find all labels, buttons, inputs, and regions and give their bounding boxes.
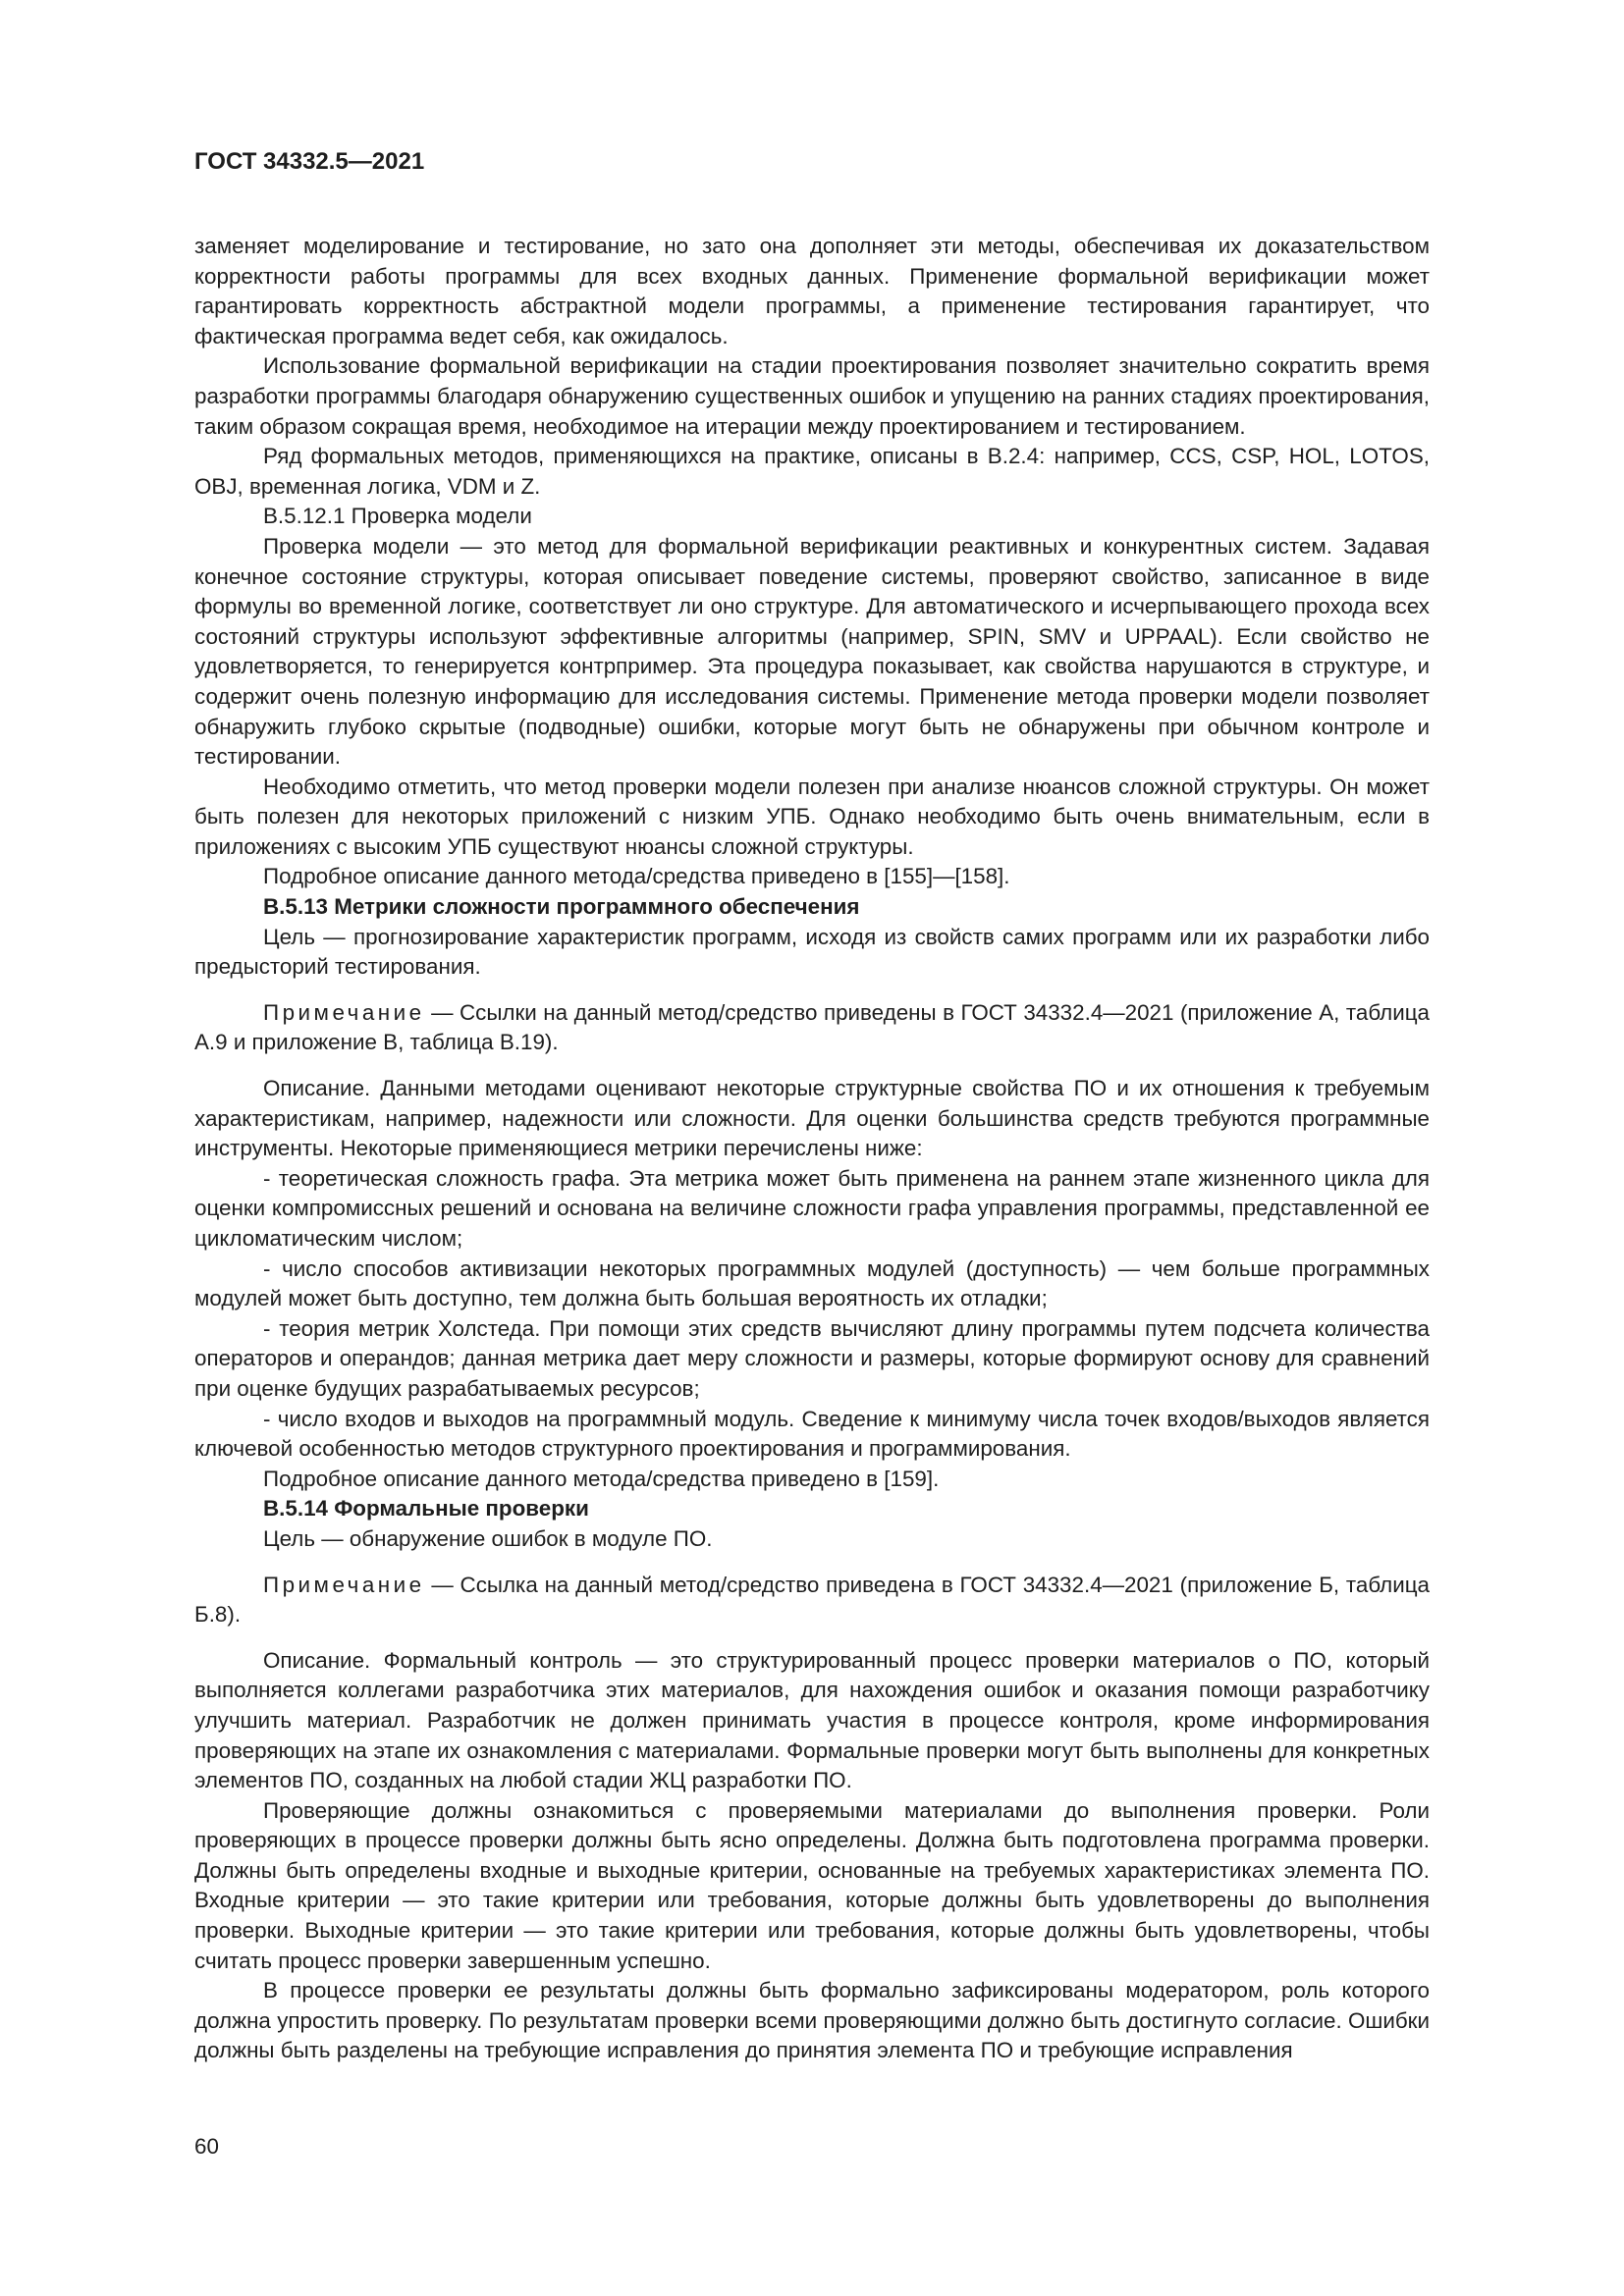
note — [194, 998, 1430, 1058]
paragraph: Ряд формальных методов, применяющихся на практике, описаны в В.2.4: например, CCS, CSP, HOL, LOTOS, OBJ, временная логика, VDM и Z. — [194, 444, 1430, 499]
page-number: 60 — [194, 2134, 219, 2159]
document-page — [194, 147, 1430, 2066]
list-item: - теоретическая сложность графа. Эта метрика может быть применена на раннем этапе жизненного цикла для оценки компромиссных решений и основана на величине сложности графа управления программы, представленной ее цикломатическим числом; — [194, 1165, 1430, 1251]
document-header: ГОСТ 34332.5—2021 — [194, 148, 425, 175]
paragraph: Цель — обнаружение ошибок в модуле ПО. — [263, 1525, 713, 1551]
paragraph: Подробное описание данного метода/средства приведено в [155]—[158]. — [263, 864, 1010, 889]
subsection-heading: В.5.12.1 Проверка модели — [263, 504, 532, 529]
paragraph: Проверяющие должны ознакомиться с проверяемыми материалами до выполнения проверки. Роли проверяющих в процессе проверки должны быть ясно определены. Должна быть подготовлена программа проверки. Должны быть определены входные и выходные критерии, основанные на требуемых характеристиках элемента ПО. Входные критерии — это такие критерии или требования, которые должны быть удовлетворены до выполнения проверки. Выходные критерии — это такие критерии или требования, которые должны быть удовлетворены, чтобы считать процесс проверки завершенным успешно. — [194, 1797, 1430, 1973]
note-text: — Ссылка на данный метод/средство приведена в ГОСТ 34332.4—2021 (приложение Б, таблица Б.8). — [194, 1572, 1430, 1628]
paragraph: Цель — прогнозирование характеристик программ, исходя из свойств самих программ или их разработки либо предысторий тестирования. — [194, 924, 1430, 980]
paragraph: Описание. Формальный контроль — это структурированный процесс проверки материалов о ПО, который выполняется коллегами разработчика этих материалов, для нахождения ошибок и оказания помощи разработчику улучшить материал. Разработчик не должен принимать участия в процессе контроля, кроме информирования проверяющих на этапе их ознакомления с материалами. Формальные проверки могут быть выполнены для конкретных элементов ПО, созданных на любой стадии ЖЦ разработки ПО. — [194, 1647, 1430, 1793]
list-item: - число входов и выходов на программный модуль. Сведение к минимуму числа точек входов/выходов является ключевой особенностью методов структурного проектирования и программирования. — [194, 1406, 1430, 1462]
note — [194, 1571, 1430, 1630]
list-item: - число способов активизации некоторых программных модулей (доступность) — чем больше программных модулей может быть доступно, тем должна быть большая вероятность их отладки; — [194, 1255, 1430, 1311]
paragraph: Необходимо отметить, что метод проверки модели полезен при анализе нюансов сложной структуры. Он может быть полезен для некоторых приложений с низким УПБ. Однако необходимо быть очень внимательным, если в приложениях с высоким УПБ существуют нюансы сложной структуры. — [194, 774, 1430, 859]
list-item: - теория метрик Холстеда. При помощи этих средств вычисляют длину программы путем подсчета количества операторов и операндов; данная метрика дает меру сложности и размеры, которые формируют основу для сравнений при оценке будущих разрабатываемых ресурсов; — [194, 1315, 1430, 1401]
note-label: Примечание — [263, 1572, 425, 1597]
paragraph: Использование формальной верификации на стадии проектирования позволяет значительно сократить время разработки программы благодаря обнаружению существенных ошибок и упущению на ранних стадиях проектирования, таким образом сокращая время, необходимое на итерации между проектированием и тестированием. — [194, 353, 1430, 439]
section-heading: В.5.13 Метрики сложности программного обеспечения — [263, 894, 860, 920]
note-label: Примечание — [263, 999, 425, 1025]
paragraph: В процессе проверки ее результаты должны быть формально зафиксированы модератором, роль которого должна упростить проверку. По результатам проверки всеми проверяющими должно быть достигнуто согласие. Ошибки должны быть разделены на требующие исправления до принятия элемента ПО и требующие исправления — [194, 1978, 1430, 2063]
paragraph: Подробное описание данного метода/средства приведено в [159]. — [263, 1466, 940, 1491]
section-heading: В.5.14 Формальные проверки — [263, 1496, 589, 1522]
paragraph: заменяет моделирование и тестирование, но зато она дополняет эти методы, обеспечивая их доказательством корректности работы программы для всех входных данных. Применение формальной верификации может гарантировать корректность абстрактной модели программы, а применение тестирования гарантирует, что фактическая программа ведет себя, как ожидалось. — [194, 234, 1430, 348]
paragraph: Проверка модели — это метод для формальной верификации реактивных и конкурентных систем. Задавая конечное состояние структуры, которая описывает поведение системы, проверяют свойство, записанное в виде формулы во временной логике, соответствует ли оно структуре. Для автоматического и исчерпывающего прохода всех состояний структуры используют эффективные алгоритмы (например, SPIN, SMV и UPPAAL). Если свойство не удовлетворяется, то генерируется контрпример. Эта процедура показывает, как свойства нарушаются в структуре, и содержит очень полезную информацию для исследования системы. Применение метода проверки модели позволяет обнаружить глубоко скрытые (подводные) ошибки, которые могут быть не обнаружены при обычном контроле и тестировании. — [194, 533, 1430, 770]
note-text: — Ссылки на данный метод/средство приведены в ГОСТ 34332.4—2021 (приложение А, таблица А.9 и приложение В, таблица В.19). — [194, 999, 1430, 1055]
paragraph: Описание. Данными методами оценивают некоторые структурные свойства ПО и их отношения к требуемым характеристикам, например, надежности или сложности. Для оценки большинства средств требуются программные инструменты. Некоторые применяющиеся метрики перечислены ниже: — [194, 1076, 1430, 1161]
